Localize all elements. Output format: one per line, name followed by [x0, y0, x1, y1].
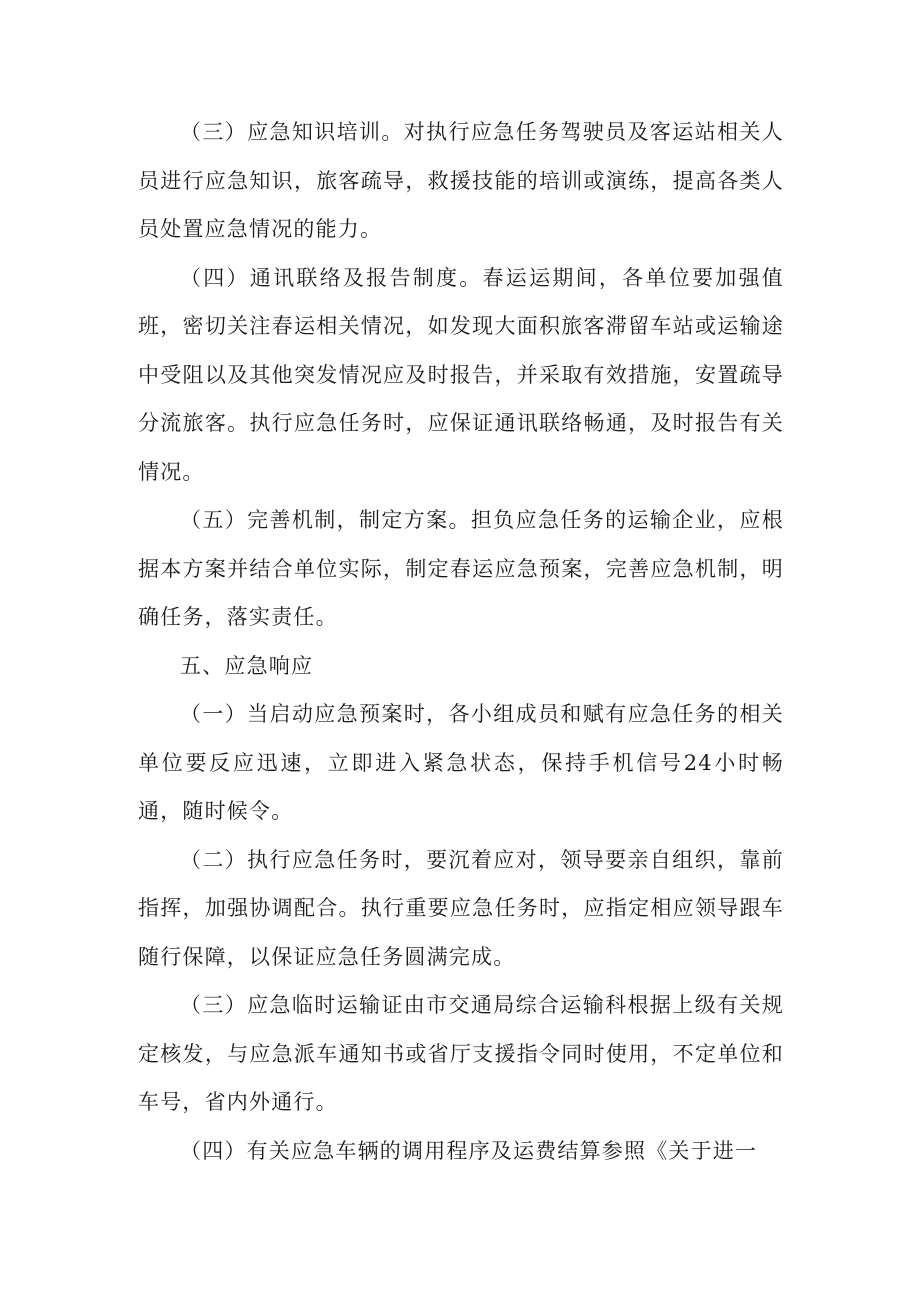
paragraph-temporary-permit: （三）应急临时运输证由市交通局综合运输科根据上级有关规定核发，与应急派车通知书或省厅支援指令同时使用，不定单位和车号，省内外通行。	[138, 993, 784, 1114]
paragraph-mechanism-plan: （五）完善机制，制定方案。担负应急任务的运输企业，应根据本方案并结合单位实际，制定春运应急预案，完善应急机制，明确任务，落实责任。	[138, 508, 784, 629]
section-heading-emergency-response: 五、应急响应	[180, 653, 314, 678]
paragraph-communication-reporting: （四）通讯联络及报告制度。春运运期间，各单位要加强值班，密切关注春运相关情况，如发现大面积旅客滞留车站或运输途中受阻以及其他突发情况应及时报告，并采取有效措施，安置疏导分流旅客。执行应急任务时，应保证通讯联络畅通，及时报告有关情况。	[138, 265, 784, 484]
paragraph-response-execution: （二）执行应急任务时，要沉着应对，领导要亲自组织，靠前指挥，加强协调配合。执行重要应急任务时，应指定相应领导跟车随行保障，以保证应急任务圆满完成。	[138, 847, 784, 969]
document-body	[138, 108, 784, 1175]
paragraph-vehicle-dispatch: （四）有关应急车辆的调用程序及运费结算参照《关于进一	[180, 1138, 758, 1163]
paragraph-response-activation: （一）当启动应急预案时，各小组成员和赋有应急任务的相关单位要反应迅速，立即进入紧急状态，保持手机信号24小时畅通，随时候令。	[138, 702, 784, 823]
paragraph-emergency-training: （三）应急知识培训。对执行应急任务驾驶员及客运站相关人员进行应急知识，旅客疏导，救援技能的培训或演练，提高各类人员处置应急情况的能力。	[138, 120, 784, 241]
